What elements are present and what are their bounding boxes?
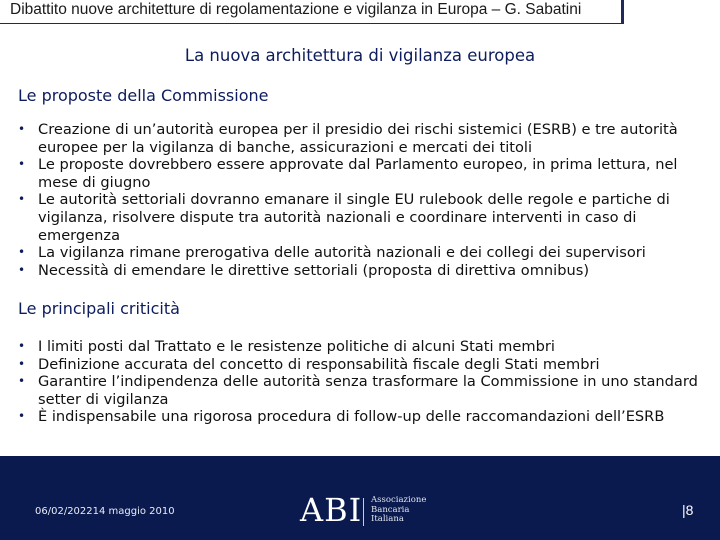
list-item: • È indispensabile una rigorosa procedura di follow-up delle raccomandazioni dell’ESRB	[18, 408, 713, 426]
section-heading-proposte: Le proposte della Commissione	[18, 86, 269, 105]
footer-bar	[0, 456, 720, 540]
bullet-list-criticita	[18, 338, 713, 426]
footer-date: 06/02/202214 maggio 2010	[35, 506, 175, 517]
abi-logo-mark: ABI	[300, 491, 363, 529]
abi-logo	[300, 491, 427, 529]
slide-title: La nuova architettura di vigilanza europea	[184, 46, 536, 65]
section-heading-criticita: Le principali criticità	[18, 299, 180, 318]
bullet-list-proposte	[18, 121, 713, 279]
logo-text-line: Bancaria	[371, 504, 410, 515]
list-item: • Le proposte dovrebbero essere approvate dal Parlamento europeo, in prima lettura, nel mese di giugno	[18, 156, 713, 191]
list-item: • Creazione di un’autorità europea per il presidio dei rischi sistemici (ESRB) e tre autorità europee per la vigilanza di banche, assicurazioni e mercati dei titoli	[18, 121, 713, 156]
logo-text-line: Associazione	[371, 495, 427, 505]
logo-text-line: Italiana	[371, 514, 404, 524]
list-item: • Le autorità settoriali dovranno emanare il single EU rulebook delle regole e partiche di vigilanza, risolvere dispute tra autorità nazionali e coordinare interventi in caso di emergenza	[18, 191, 713, 244]
list-item: • Garantire l’indipendenza delle autorità senza trasformare la Commissione in uno standard setter di vigilanza	[18, 373, 713, 408]
abi-logo-text	[371, 496, 426, 525]
header-rule	[0, 23, 624, 24]
list-item: • I limiti posti dal Trattato e le resistenze politiche di alcuni Stati membri	[18, 338, 713, 356]
list-item: • Definizione accurata del concetto di responsabilità fiscale degli Stati membri	[18, 356, 713, 374]
page-number: |8	[682, 502, 694, 518]
header-title: Dibattito nuove architetture di regolamentazione e vigilanza in Europa – G. Sabatini	[10, 1, 582, 18]
logo-divider	[363, 498, 364, 526]
list-item: • La vigilanza rimane prerogativa delle autorità nazionali e dei collegi dei supervisori	[18, 244, 713, 262]
header-rule-accent	[621, 0, 624, 24]
list-item: • Necessità di emendare le direttive settoriali (proposta di direttiva omnibus)	[18, 262, 713, 280]
